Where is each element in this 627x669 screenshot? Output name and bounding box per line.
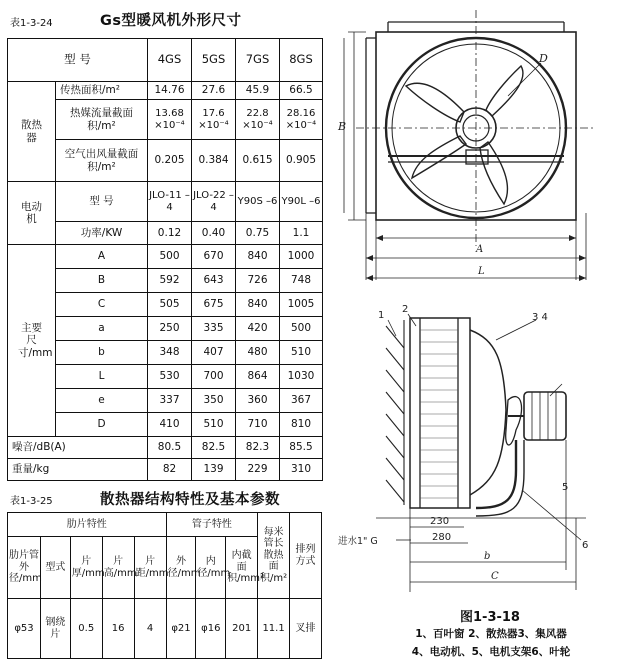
cell: 82.5 xyxy=(192,437,236,459)
row-label: 空气出风量截面积/m² xyxy=(56,140,148,182)
label-L: L xyxy=(478,266,485,277)
row-label: 型 号 xyxy=(56,182,148,222)
row-label: 传热面积/m² xyxy=(56,82,148,100)
table2-title: 散热器结构特性及基本参数 xyxy=(100,492,280,508)
model-header: 型 号 xyxy=(8,39,148,82)
row-label-weight: 重量/kg xyxy=(8,459,148,481)
row-label: a xyxy=(56,317,148,341)
cell: 407 xyxy=(192,341,236,365)
cell: 810 xyxy=(280,413,323,437)
cell: 500 xyxy=(280,317,323,341)
cell: 675 xyxy=(192,293,236,317)
cell: 139 xyxy=(192,459,236,481)
cell: 864 xyxy=(236,365,280,389)
cell: 700 xyxy=(192,365,236,389)
dim-230: 230 xyxy=(430,516,450,527)
label-C: C xyxy=(491,571,499,582)
cell: 337 xyxy=(148,389,192,413)
cell: 28.16 ×10⁻⁴ xyxy=(280,100,323,140)
cell: 670 xyxy=(192,245,236,269)
cell: 1000 xyxy=(280,245,323,269)
table1-number: 表1-3-24 xyxy=(10,18,53,29)
cell: 350 xyxy=(192,389,236,413)
cell: 410 xyxy=(148,413,192,437)
hdr-thickness: 片厚/mm xyxy=(70,537,102,599)
cell: 335 xyxy=(192,317,236,341)
row-label: 热媒流量截面积/m² xyxy=(56,100,148,140)
cell: 0.12 xyxy=(148,222,192,245)
group-tube: 管子特性 xyxy=(166,513,258,537)
cell: JLO-22 –4 xyxy=(192,182,236,222)
cell: 钢绕片 xyxy=(40,599,70,659)
row-label: e xyxy=(56,389,148,413)
cell: 82.3 xyxy=(236,437,280,459)
cell: 0.5 xyxy=(70,599,102,659)
cell: 0.384 xyxy=(192,140,236,182)
cell: 480 xyxy=(236,341,280,365)
cell: 27.6 xyxy=(192,82,236,100)
figure-legend-2: 4、电动机、5、电机支架6、叶轮 xyxy=(411,646,571,658)
cell: JLO-11 –4 xyxy=(148,182,192,222)
inlet-label: 进水1" G xyxy=(338,536,378,547)
cell: Y90L –6 xyxy=(280,182,323,222)
cell: 840 xyxy=(236,245,280,269)
row-label: 功率/KW xyxy=(56,222,148,245)
cell: 0.40 xyxy=(192,222,236,245)
cell: 85.5 xyxy=(280,437,323,459)
label-5: 5 xyxy=(562,482,569,493)
side-view-drawing xyxy=(336,300,624,600)
cell: 11.1 xyxy=(258,599,290,659)
figure-legend-1: 1、百叶窗 2、散热器3、集风器 xyxy=(415,628,567,640)
cell: 17.6 ×10⁻⁴ xyxy=(192,100,236,140)
cell: 229 xyxy=(236,459,280,481)
cell: 45.9 xyxy=(236,82,280,100)
cell: 510 xyxy=(280,341,323,365)
hdr-height: 片高/mm xyxy=(102,537,134,599)
row-label: A xyxy=(56,245,148,269)
row-label: L xyxy=(56,365,148,389)
cell: 叉排 xyxy=(290,599,322,659)
cell: φ21 xyxy=(166,599,196,659)
hdr-inner-area: 内截面积/mm² xyxy=(226,537,258,599)
cell: 420 xyxy=(236,317,280,341)
hdr-outer-dia: 外径/mm xyxy=(166,537,196,599)
figure-number: 图1-3-18 xyxy=(460,610,520,625)
cell: 726 xyxy=(236,269,280,293)
hdr-inner-dia: 内径/mm xyxy=(196,537,226,599)
cell: 367 xyxy=(280,389,323,413)
front-view-drawing xyxy=(336,8,624,293)
table2-number: 表1-3-25 xyxy=(10,496,53,507)
cell: 310 xyxy=(280,459,323,481)
cell: 710 xyxy=(236,413,280,437)
cell: 250 xyxy=(148,317,192,341)
radiator-table xyxy=(7,512,322,659)
row-label: D xyxy=(56,413,148,437)
cell: φ53 xyxy=(8,599,41,659)
table1-title: Gs型暖风机外形尺寸 xyxy=(100,13,242,29)
model-5gs: 5GS xyxy=(192,39,236,82)
row-label: b xyxy=(56,341,148,365)
label-b: b xyxy=(484,551,491,562)
col-tube-length: 每米管长散热面积/m² xyxy=(258,513,290,599)
cell: φ16 xyxy=(196,599,226,659)
cell: 505 xyxy=(148,293,192,317)
label-2: 2 xyxy=(402,304,409,315)
cell: 840 xyxy=(236,293,280,317)
group-fin: 肋片特性 xyxy=(8,513,167,537)
cell: Y90S –6 xyxy=(236,182,280,222)
label-1: 1 xyxy=(378,310,385,321)
cell: 13.68 ×10⁻⁴ xyxy=(148,100,192,140)
col-arrangement: 排列方式 xyxy=(290,513,322,599)
cell: 510 xyxy=(192,413,236,437)
hdr-type: 型式 xyxy=(40,537,70,599)
dim-280: 280 xyxy=(432,532,452,543)
hdr-fin-od: 肋片管外径/mm xyxy=(8,537,41,599)
cell: 1.1 xyxy=(280,222,323,245)
cell: 500 xyxy=(148,245,192,269)
hdr-pitch: 片距/mm xyxy=(134,537,166,599)
row-label: B xyxy=(56,269,148,293)
dimension-table xyxy=(7,38,323,481)
cell: 1030 xyxy=(280,365,323,389)
cell: 14.76 xyxy=(148,82,192,100)
cell: 16 xyxy=(102,599,134,659)
model-8gs: 8GS xyxy=(280,39,323,82)
label-6: 6 xyxy=(582,540,589,551)
cell: 4 xyxy=(134,599,166,659)
cell: 0.205 xyxy=(148,140,192,182)
group-dimensions: 主要尺寸/mm xyxy=(8,245,56,437)
cell: 748 xyxy=(280,269,323,293)
label-B: B xyxy=(338,120,347,133)
cell: 0.75 xyxy=(236,222,280,245)
label-A: A xyxy=(476,244,484,255)
group-radiator: 散热器 xyxy=(8,82,56,182)
cell: 643 xyxy=(192,269,236,293)
cell: 0.905 xyxy=(280,140,323,182)
cell: 1005 xyxy=(280,293,323,317)
cell: 80.5 xyxy=(148,437,192,459)
cell: 82 xyxy=(148,459,192,481)
cell: 66.5 xyxy=(280,82,323,100)
group-motor: 电动机 xyxy=(8,182,56,245)
model-7gs: 7GS xyxy=(236,39,280,82)
cell: 0.615 xyxy=(236,140,280,182)
label-D: D xyxy=(539,52,548,65)
cell: 201 xyxy=(226,599,258,659)
cell: 530 xyxy=(148,365,192,389)
cell: 592 xyxy=(148,269,192,293)
model-4gs: 4GS xyxy=(148,39,192,82)
cell: 348 xyxy=(148,341,192,365)
label-3-4: 3 4 xyxy=(532,312,548,323)
cell: 22.8 ×10⁻⁴ xyxy=(236,100,280,140)
cell: 360 xyxy=(236,389,280,413)
row-label: C xyxy=(56,293,148,317)
row-label-noise: 噪音/dB(A) xyxy=(8,437,148,459)
